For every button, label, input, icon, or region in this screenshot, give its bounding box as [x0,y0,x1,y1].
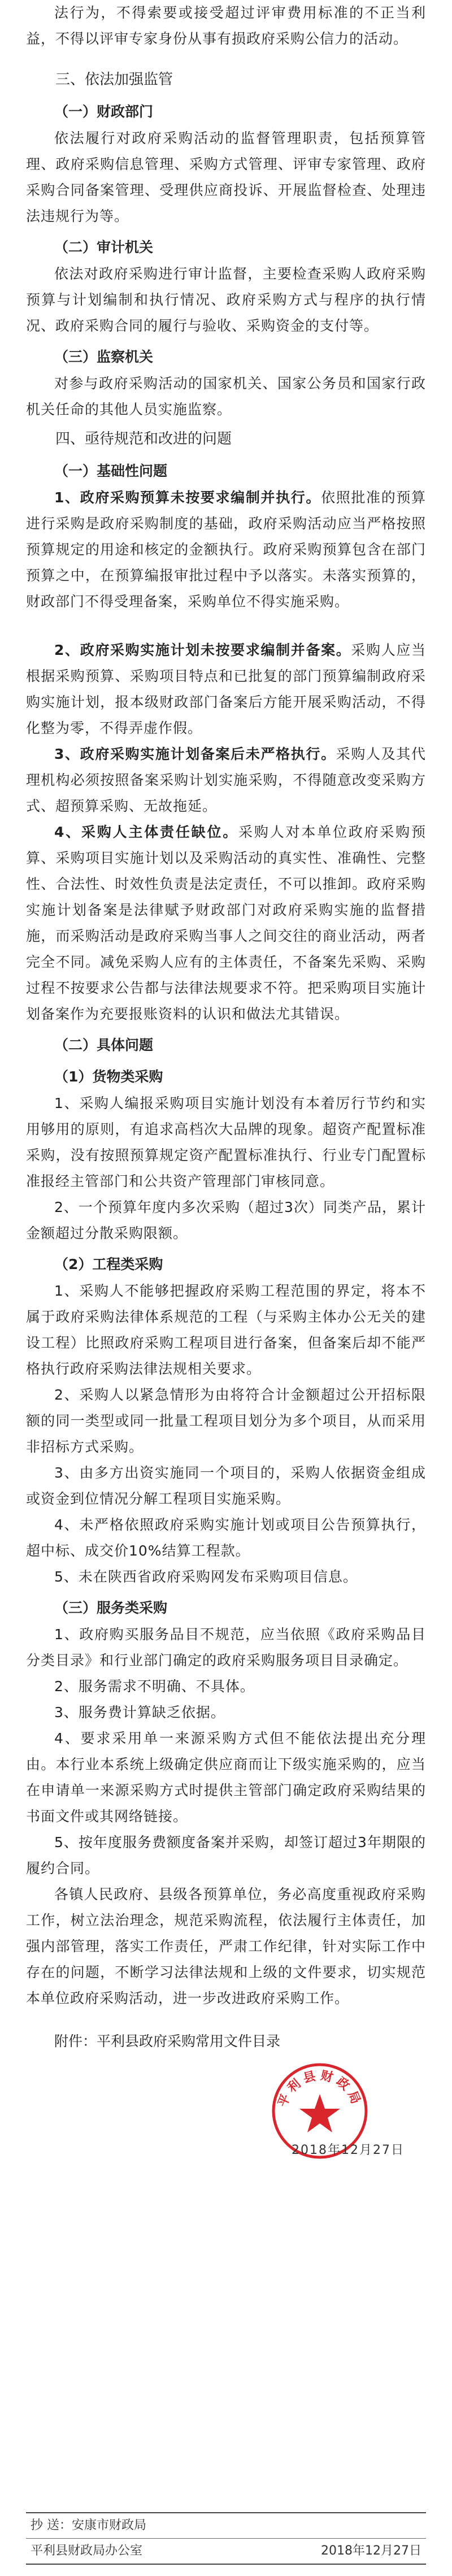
subsection-heading: （一）财政部门 [54,103,154,120]
list-item: 2、一个预算年度内多次采购（超过3次）同类产品，累计金额超过分散采购限额。 [26,1199,426,1241]
paragraph: 依法履行对政府采购活动的监督管理职责，包括预算管理、政府采购信息管理、采购方式管理、评审专家管理、政府采购合同备案管理、受理供应商投诉、开展监督检查、处理违法违规行为等。 [26,130,426,224]
section-heading: 三、依法加强监管 [55,71,173,88]
item-text: 采购人对本单位政府采购预算、采购项目实施计划以及采购活动的真实性、准确性、完整性、合法性、时效性负责是法定责任，不可以推卸。政府采购实施计划备案是法律赋予财政部门对政府采购实施的监督措施，而采购活动是政府采购当事人之间交往的商业活动，两者完全不同。减免采购人应有的主体责任，不备案先采购、采购过程不按要求公告都与法律法规要求不符。把采购项目实施计划备案作为充要报账资料的认识和做法尤其错误。 [26,824,426,1022]
list-item [26,819,426,1027]
subsection-heading: （一）基础性问题 [54,463,168,479]
issue-date: 2018年12月27日 [321,2544,421,2558]
paragraph: 对参与政府采购活动的国家机关、国家公务员和国家行政机关任命的其他人员实施监察。 [26,375,426,418]
item-lead: 4、采购人主体责任缺位。 [54,824,239,840]
section-heading: 四、亟待规范和改进的问题 [55,431,232,448]
item-lead: 3、政府采购实施计划备案后未严格执行。 [54,746,336,762]
list-item [26,485,426,615]
document-footer [26,2512,426,2565]
subsection-heading: （2）工程类采购 [54,1256,163,1272]
svg-text:平利县财政局: 平利县财政局 [275,2068,364,2109]
item-lead: 2、政府采购实施计划未按要求编制并备案。 [54,642,351,658]
footer-divider [26,2564,426,2565]
list-item: 3、由多方出资实施同一个项目的，采购人依据资金组成或资金到位情况分解工程项目实施采购。 [26,1465,426,1507]
subsection-heading: （三）服务类采购 [54,1600,168,1616]
item-text: 采购人及其代理机构必须按照备案采购计划实施采购，不得随意改变采购方式、超预算采购、无故拖延。 [26,746,426,814]
item-text: 采购人应当根据采购预算、采购项目特点和已批复的部门预算编制政府采购实施计划，报本级财政部门备案后方能开展采购活动，不得化整为零，不得弄虚作假。 [26,642,426,736]
list-item: 1、政府购买服务品目不规范，应当依照《政府采购品目分类目录》和行业部门确定的政府采购服务项目目录确定。 [26,1626,426,1669]
list-item [26,741,426,819]
list-item: 1、采购人不能够把握政府采购工程范围的界定，将本不属于政府采购法律体系规范的工程（与采购主体办公无关的建设工程）比照政府采购工程项目进行备案，但备案后却不能严格执行政府采购法律法规相关要求。 [26,1283,426,1377]
list-item: 3、服务费计算缺乏依据。 [54,1704,225,1721]
subsection-heading: （二）具体问题 [54,1037,154,1053]
subsection-heading: （1）货物类采购 [54,1068,163,1085]
signature-date: 2018年12月27日 [292,2143,405,2157]
cc-line: 抄 送：安康市财政局 [31,2518,146,2532]
item-text: 依照批准的预算进行采购是政府采购制度的基础，政府采购活动应当严格按照预算规定的用途和核定的金额执行。政府采购预算包含在部门预算之中，在预算编报审批过程中予以落实。未落实预算的，财政部门不得受理备案，采购单位不得实施采购。 [26,489,426,610]
list-item: 2、采购人以紧急情形为由将符合计金额超过公开招标限额的同一类型或同一批量工程项目划分为多个项目，从而采用非招标方式采购。 [26,1387,426,1455]
signature-block [26,2060,426,2190]
list-item: 5、未在陕西省政府采购网发布采购项目信息。 [54,1569,358,1585]
closing-paragraph: 各镇人民政府、县级各预算单位，务必高度重视政府采购工作，树立法治理念，规范采购流程，依法履行主体责任，加强内部管理，落实工作责任，严肃工作纪律，针对实际工作中存在的问题，不断学习法律法规和上级的文件要求，切实规范本单位政府采购活动，进一步改进政府采购工作。 [26,1886,426,2006]
list-item: 5、按年度服务费额度备案并采购，却签订超过3年期限的履约合同。 [26,1834,426,1876]
item-lead: 1、政府采购预算未按要求编制并执行。 [54,489,321,506]
paragraph: 依法对政府采购进行审计监督，主要检查采购人政府采购预算与计划编制和执行情况、政府采购方式与程序的执行情况、政府采购合同的履行与验收、采购资金的支付等。 [26,266,426,334]
paragraph: 法行为，不得索要或接受超过评审费用标准的不正当利益，不得以评审专家身份从事有损政府采购公信力的活动。 [26,5,426,47]
list-item [26,637,426,741]
list-item: 1、采购人编报采购项目实施计划没有本着厉行节约和实用够用的原则，有追求高档次大品牌的现象。超资产配置标准采购，没有按照预算规定资产配置标准执行、行业专门配置标准报经主管部门和公共资产管理部门审核同意。 [26,1095,426,1189]
list-item: 2、服务需求不明确、不具体。 [54,1678,255,1695]
subsection-heading: （三）监察机关 [54,349,154,365]
issuer: 平利县财政局办公室 [31,2544,143,2558]
attachment-note: 附件：平利县政府采购常用文件目录 [54,2033,281,2049]
list-item: 4、要求采用单一来源采购方式但不能依法提出充分理由。本行业本系统上级确定供应商而让下级实施采购的，应当在申请单一来源采购方式时提供主管部门确定政府采购结果的书面文件或其网络链接。 [26,1730,426,1825]
subsection-heading: （二）审计机关 [54,239,154,255]
list-item: 4、未严格依照政府采购实施计划或项目公告预算执行，超中标、成交价10%结算工程款。 [26,1517,426,1559]
